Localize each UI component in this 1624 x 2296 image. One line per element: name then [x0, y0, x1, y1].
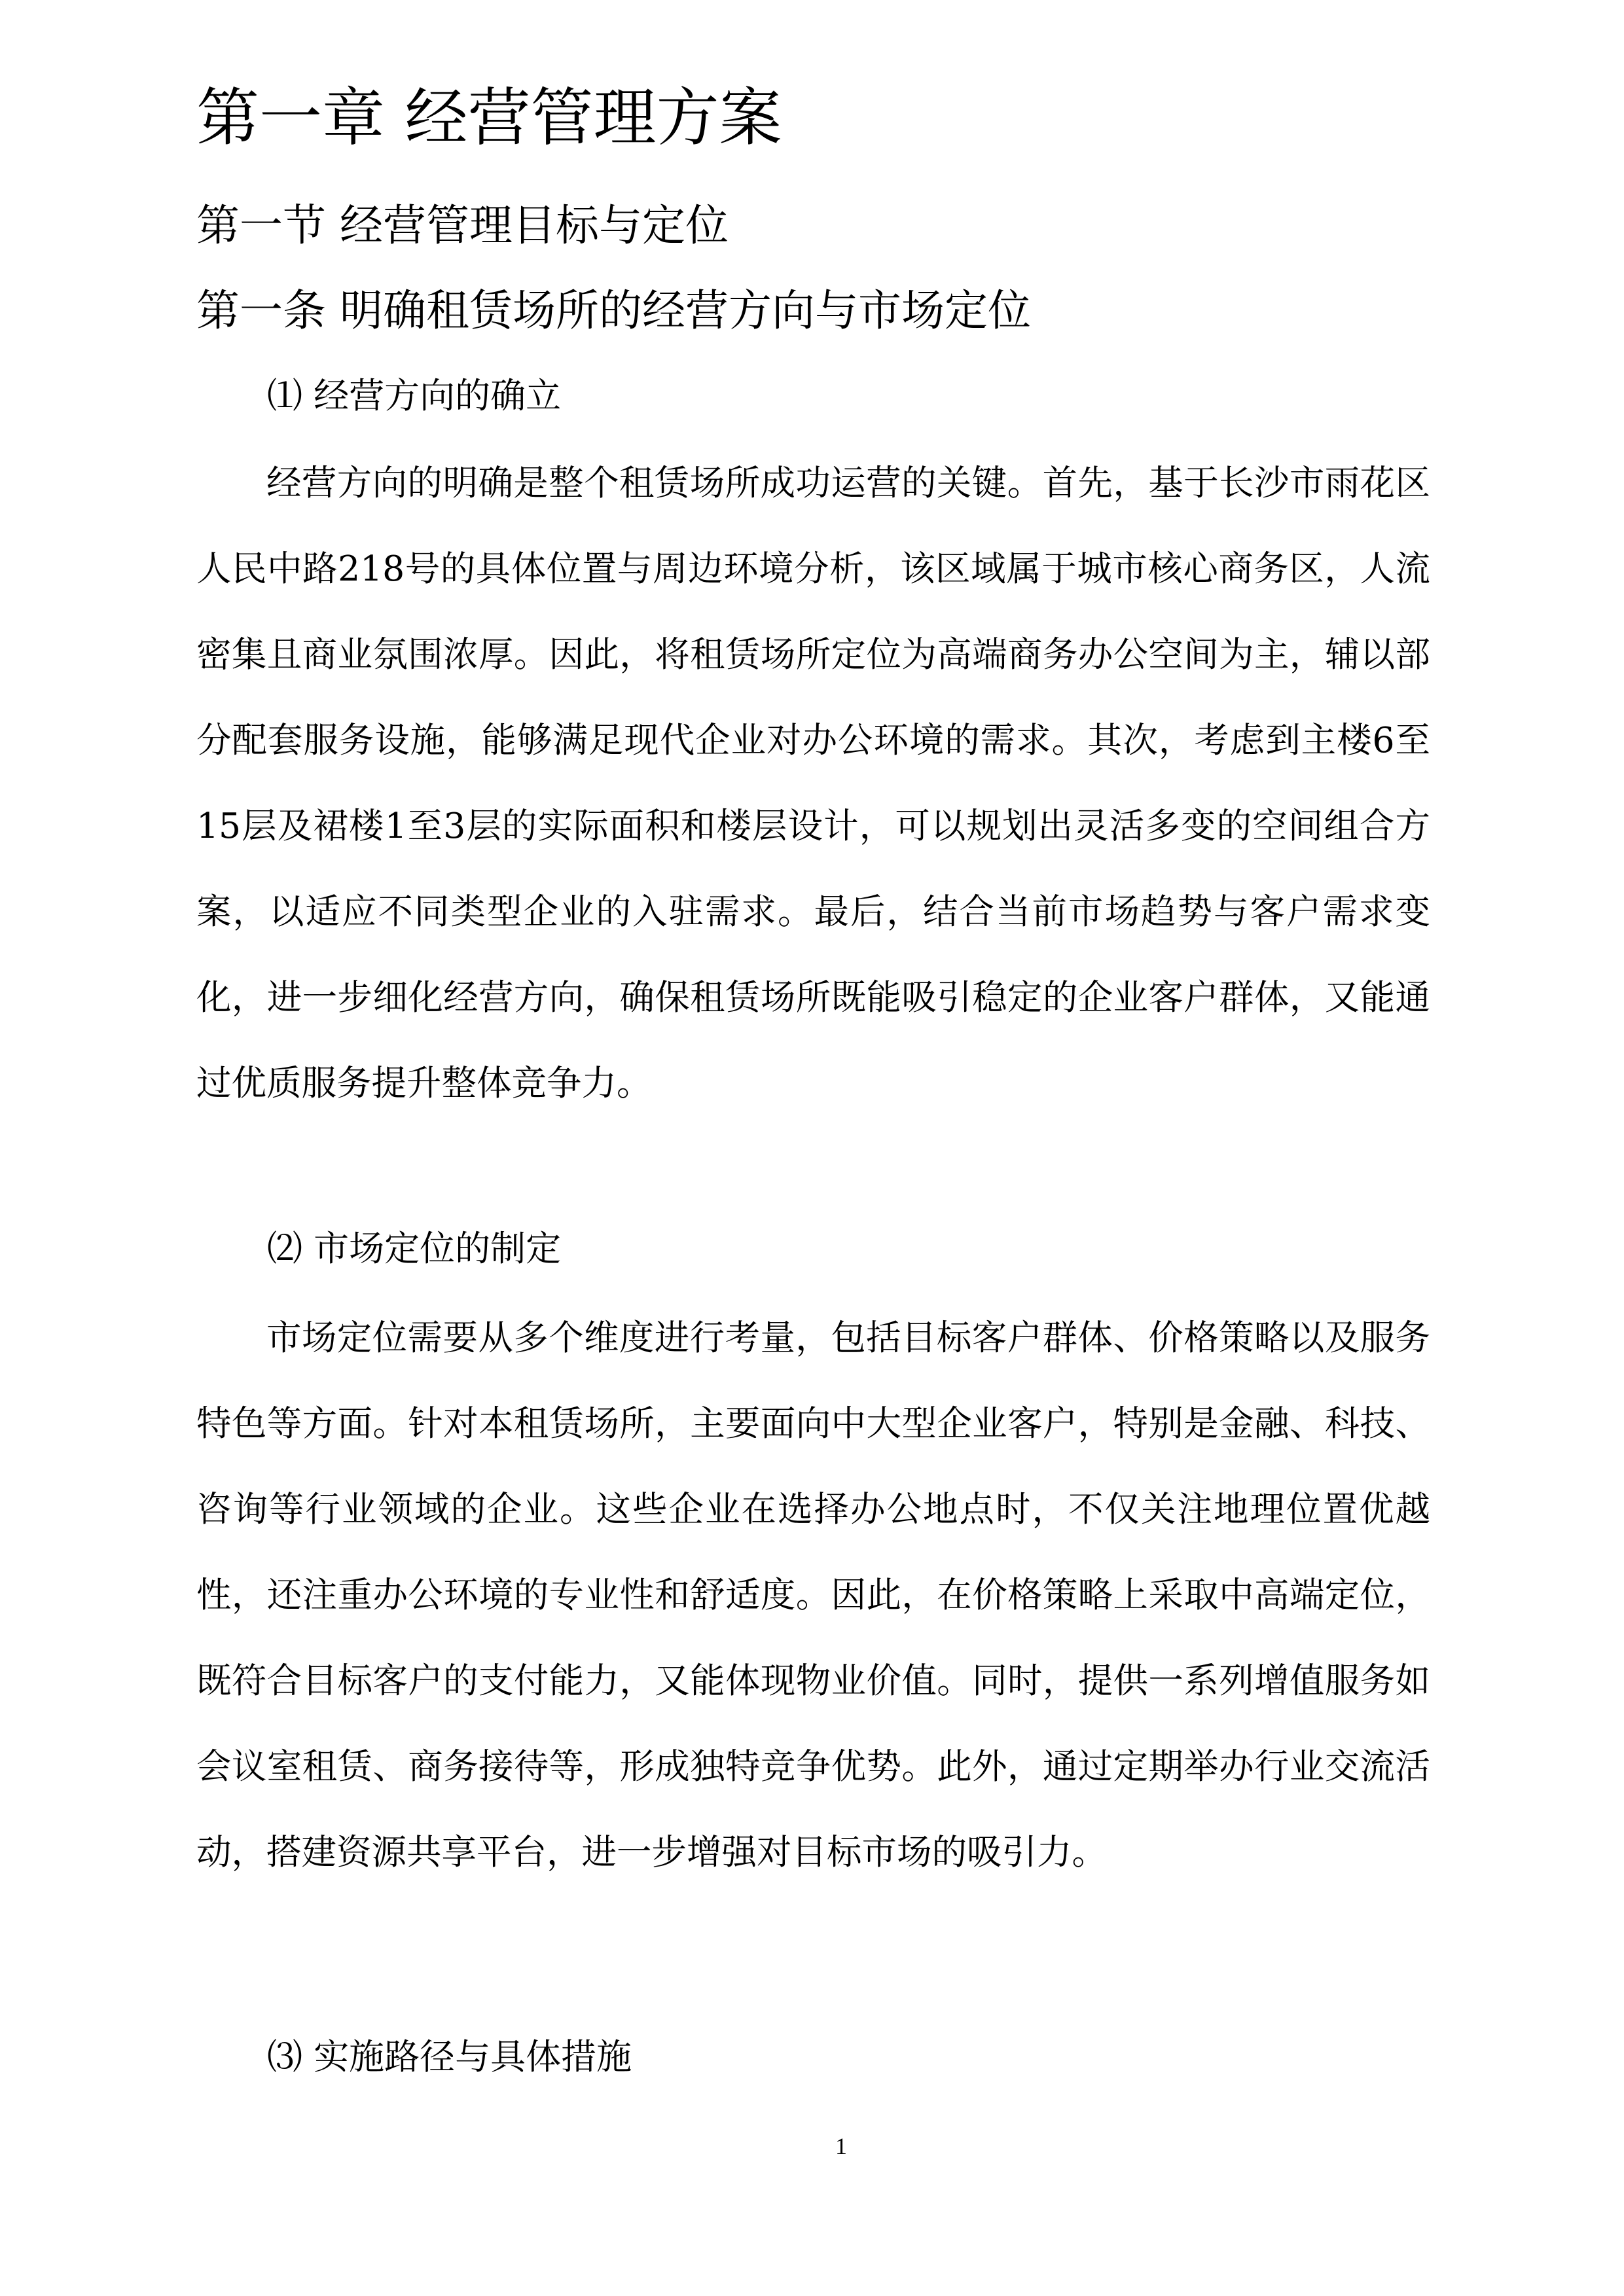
section-title: 第一节 经营管理目标与定位 [196, 200, 729, 251]
page-number: 1 [835, 2133, 847, 2159]
chapter-title: 第一章 经营管理方案 [196, 81, 782, 154]
paragraph-1: 经营方向的明确是整个租赁场所成功运营的关键。首先，基于长沙市雨花区人民中路218号的具体位置与周边环境分析，该区域属于城市核心商务区，人流密集且商业氛围浓厚。因此，将租赁场所定位为高端商务办公空间为主，辅以部分配套服务设施，能够满足现代企业对办公环境的需求。其次，考虑到主楼6至15层及裙楼1至3层的实际面积和楼层设计，可以规划出灵活多变的空间组合方案，以适应不同类型企业的入驻需求。最后，结合当前市场趋势与客户需求变化，进一步细化经营方向，确保租赁场所既能吸引稳定的企业客户群体，又能通过优质服务提升整体竞争力。 [196, 462, 1430, 1103]
subsection-heading-3: ⑶ 实施路径与具体措施 [267, 2036, 632, 2077]
article-title: 第一条 明确租赁场所的经营方向与市场定位 [196, 285, 1031, 336]
paragraph-2: 市场定位需要从多个维度进行考量，包括目标客户群体、价格策略以及服务特色等方面。针对本租赁场所，主要面向中大型企业客户，特别是金融、科技、咨询等行业领域的企业。这些企业在选择办公地点时，不仅关注地理位置优越性，还注重办公环境的专业性和舒适度。因此，在价格策略上采取中高端定位，既符合目标客户的支付能力，又能体现物业价值。同时，提供一系列增值服务如会议室租赁、商务接待等，形成独特竞争优势。此外，通过定期举办行业交流活动，搭建资源共享平台，进一步增强对目标市场的吸引力。 [196, 1317, 1430, 1873]
subsection-heading-1: ⑴ 经营方向的确立 [267, 375, 562, 416]
subsection-heading-2: ⑵ 市场定位的制定 [267, 1228, 562, 1269]
